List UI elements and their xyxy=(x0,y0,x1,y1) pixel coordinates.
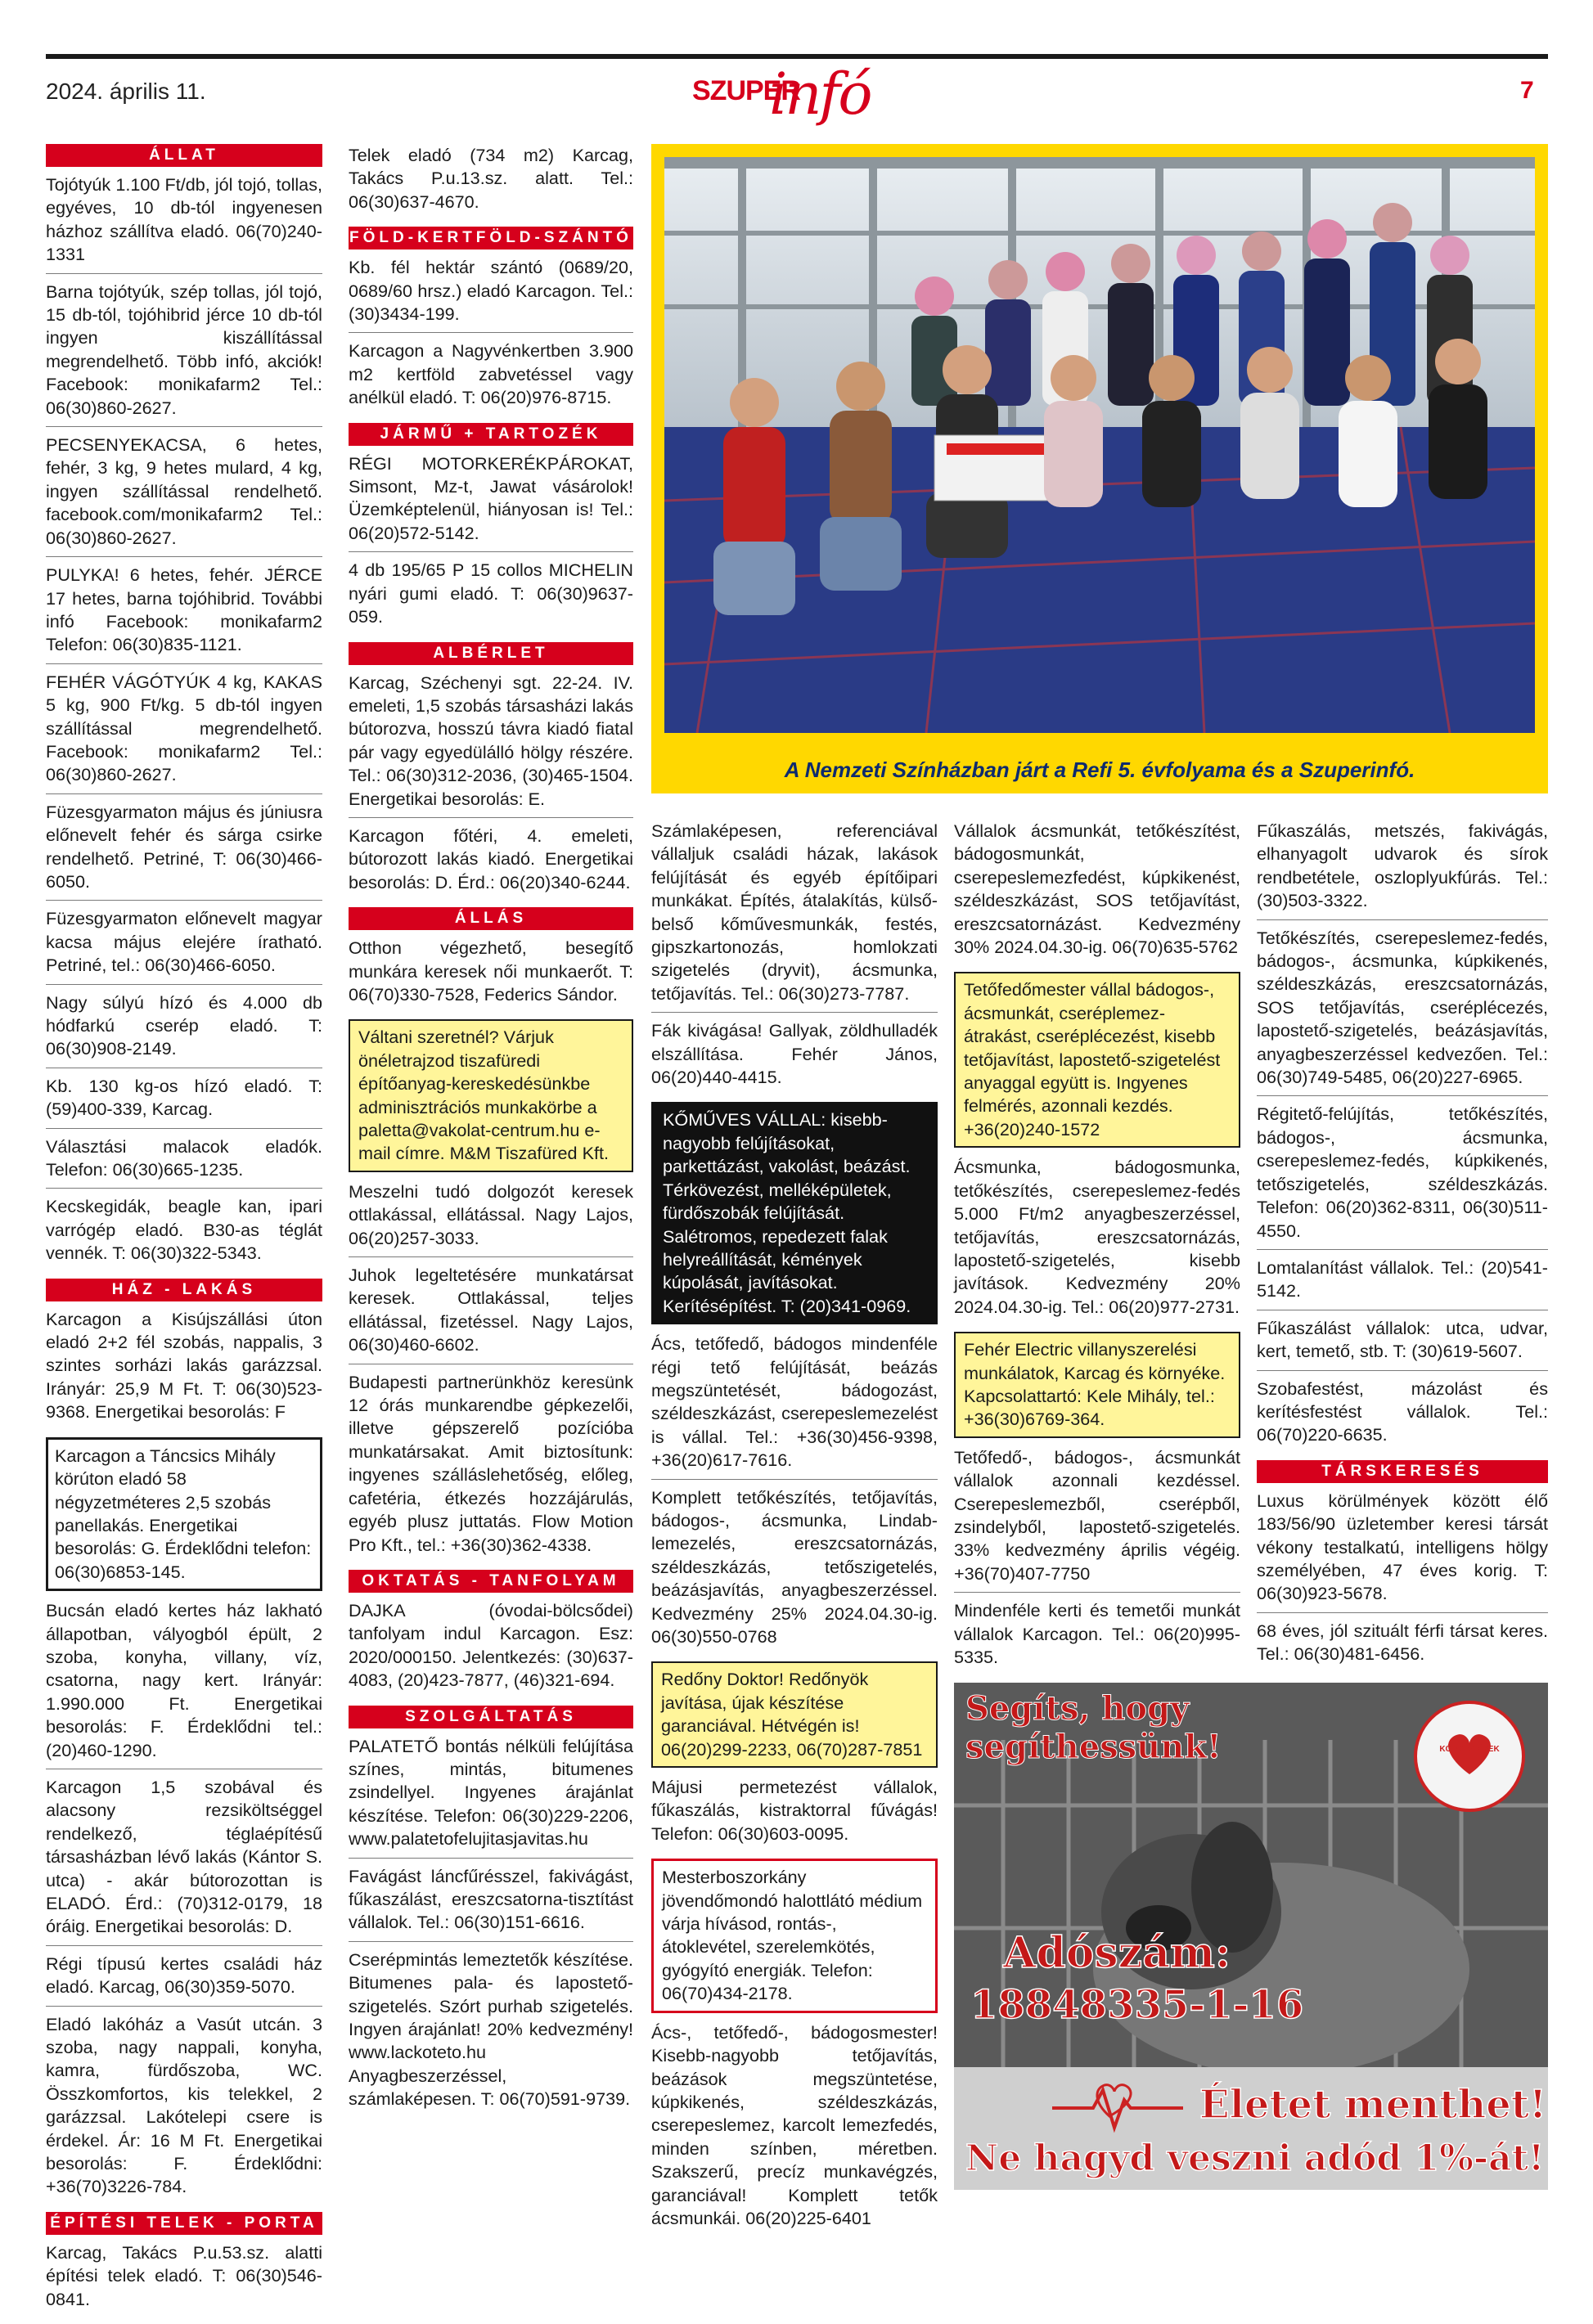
classified-ad: 4 db 195/65 P 15 collos MICHELIN nyári gumi eladó. T: 06(30)9637-059. xyxy=(349,560,633,627)
banner-top-text: Segíts, hogy segíthessünk! xyxy=(965,1689,1222,1766)
logo-info: infó xyxy=(769,61,871,128)
adoszam-value: 18848335-1-16 xyxy=(970,1982,1304,2028)
column-5 xyxy=(1257,820,1548,1679)
classified-ad: Cserépmintás lemeztetők készítése. Bitumenes pala- és lapostető-szigetelés. Szórt purhab szigetelés. Ingyen árajánlat! 20% kedvezmény! www.lackoteto.hu Anyagbeszerzéssel, számlaképesen. T: 06(70)591-9739. xyxy=(349,1949,633,2110)
section-head-tarskereses: TÁRSKERESÉS xyxy=(1257,1460,1548,1483)
column-1 xyxy=(46,144,322,2324)
classified-ad: Régitető-felújítás, tetőkészítés, bádogos-, ácsmunka, cserepeslemez-fedés, kúpkikenés, tetőszigetelés, széldeszkázás. Telefon: 06(20)362-8311, 06(30)511-4550. xyxy=(1257,1103,1548,1249)
classified-ad: Kb. 130 kg-os hízó eladó. T: (59)400-339, Karcag. xyxy=(46,1075,322,1129)
logo-super: SZUPER xyxy=(692,75,800,106)
classified-ad: Tetőkészítés, cserepeslemez-fedés, bádogos-, ácsmunka, kúpkikenés, széldeszkázás, ereszcsatornázás, SOS tetőjavítás, cseréplécezés, lapostető-szigetelés, beázásjavítás, anyagbeszerzéssel kedvezően. Tel.: 06(30)749-5485, 06(20)227-6965. xyxy=(1257,927,1548,1097)
classified-ad: Választási malacok eladók. Telefon: 06(30)665-1235. xyxy=(46,1135,322,1189)
classified-ad: PALATETŐ bontás nélküli felújítása színes, mintás, bitumenes zsindellyel. Ingyenes árajánlat készítése. Telefon: 06(30)229-2206, www.palatetofelujitasjavitas.hu xyxy=(349,1735,633,1859)
classified-ad: PECSENYEKACSA, 6 hetes, fehér, 3 kg, 9 hetes mulard, 4 kg, ingyen szállítással rendelhető. facebook.com/monikafarm2 Tel.: 06(30)860-2627. xyxy=(46,434,322,557)
classified-ad: Fűkaszálás, metszés, fakivágás, elhanyagolt udvarok és sírok rendbetétele, oszloplyukfúrás. Tel.: (30)503-3322. xyxy=(1257,820,1548,920)
inverted-ad: KŐMŰVES VÁLLAL: kisebb-nagyobb felújításokat, parkettázást, vakolást, beázást. Térkövezést, melléképületek, fürdőszobák felújítását. Salétromos, repedezett falak helyreállítását, kémények kúpolását, javításokat. Kerítésépítést. T: (20)341-0969. xyxy=(651,1102,938,1324)
highlighted-ad: Redőny Doktor! Redőnyök javítása, újak készítése garanciával. Hétvégén is! 06(20)299-2233, 06(70)287-7851 xyxy=(651,1661,938,1768)
classified-ad: Karcag, Széchenyi sgt. 22-24. IV. emeleti, 1,5 szobás társasházi lakás bútorozva, hosszú távra kiadó fiatal pár vagy egyedülálló hölgy részére. Tel.: 06(30)312-2036, (30)465-1504. Energetikai besorolás: E. xyxy=(349,672,633,818)
classified-ad: Lomtalanítást vállalok. Tel.: (20)541-5142. xyxy=(1257,1256,1548,1310)
charity-banner xyxy=(954,1683,1548,2190)
banner-bottom-text: Ne hagyd veszni adód 1%-át! xyxy=(965,2137,1545,2179)
column-3 xyxy=(651,820,938,2243)
page-number: 7 xyxy=(1520,77,1534,104)
section-head-oktatas: OKTATÁS - TANFOLYAM xyxy=(349,1570,633,1593)
classified-ad: Ácsmunka, bádogosmunka, tetőkészítés, cserepeslemez-fedés 5.000 Ft/m2 anyagbeszerzéssel, tetőjavítás, ereszcsatornázás, lapostető-szigetelés, kisebb javítások. Kedvezmény 20% 2024.04.30-ig. Tel.: 06(20)977-2731. xyxy=(954,1157,1240,1317)
classified-ad: Komplett tetőkészítés, tetőjavítás, bádogos-, ácsmunka, Lindab-lemezelés, ereszcsatornázás, széldeszkázás, tetőszigetelés, beázásjavítás, anyagbeszerzéssel. Kedvezmény 25% 2024.04.30-ig. 06(30)550-0768 xyxy=(651,1486,938,1647)
classified-ad: Tetőfedő-, bádogos-, ácsmunkát vállalok azonnali kezdéssel. Cserepeslemezből, cserépből, zsindelyből, lapostető-szigetelés. 33% kedvezmény április végéig. +36(70)407-7750 xyxy=(954,1446,1240,1593)
classified-ad: Telek eladó (734 m2) Karcag, Takács P.u.13.sz. alatt. Tel.: 06(30)637-4670. xyxy=(349,145,633,212)
classified-ad: Karcag, Takács P.u.53.sz. alatti építési telek eladó. T: 06(30)546-0841. xyxy=(46,2241,322,2309)
classified-ad: Szobafestést, mázolást és kerítésfestést vállalok. Tel.: 06(70)220-6635. xyxy=(1257,1378,1548,1445)
classified-ad: Kecskegidák, beagle kan, ipari varrógép eladó. B30-as téglát vennék. T: 06(30)322-5343. xyxy=(46,1196,322,1264)
classified-ad: Eladó lakóház a Vasút utcán. 3 szoba, nagy nappali, konyha, kamra, fürdőszoba, WC. Összkomfortos, kis telekkel, 2 garázzsal. Lakótelepi csere is érdekel. Ár: 16 M Ft. Energetikai besorolás: F. Érdeklődni: +36(70)3226-784. xyxy=(46,2013,322,2197)
classified-ad: Bucsán eladó kertes ház lakható állapotban, vályogból épült, 2 szoba, konyha, villany, víz, csatorna, nagy kert. Irányár: 1.990.000 Ft. Energetikai besorolás: F. Érdeklődni tel.: (20)460-1290. xyxy=(46,1599,322,1769)
classified-ad: Barna tojótyúk, szép tollas, jól tojó, 15 db-tól, tojóhibrid jérce 10 db-tól ingyen kiszállítással megrendelhető. Több infó, akciók! Facebook: monikafarm2 Tel.: 06(30)860-2627. xyxy=(46,281,322,427)
classified-ad: Régi típusú kertes családi ház eladó. Karcag, 06(30)359-5070. xyxy=(46,1953,322,2007)
classified-ad: Ács, tetőfedő, bádogos mindenféle régi tető felújítását, beázás megszüntetését, bádogozást, széldeszkázást, cserepeslemezelést is vállal. Tel.: +36(30)456-9398, +36(20)617-7616. xyxy=(651,1333,938,1479)
boxed-ad: Karcagon a Táncsics Mihály körúton eladó 58 négyzetméteres 2,5 szobás panellakás. Energetikai besorolás: G. Érdeklődni telefon: 06(30)6853-145. xyxy=(46,1437,322,1591)
classified-ad: Karcagon főtéri, 4. emeleti, bútorozott lakás kiadó. Energetikai besorolás: D. Érd.: 06(20)340-6244. xyxy=(349,825,633,892)
classified-ad: Fák kivágása! Gallyak, zöldhulladék elszállítása. Fehér János, 06(20)440-4415. xyxy=(651,1020,938,1088)
classified-ad: Karcagon a Nagyvénkertben 3.900 m2 kertföld zabvetéssel vagy anélkül eladó. T: 06(20)976-8715. xyxy=(349,340,633,408)
classified-ad: Számlaképesen, referenciával vállaljuk családi házak, lakások felújítását és egyéb építőipari munkákat. Építés, átalakítás, külső-belső kőművesmunkák, festés, gipszkartonozás, homlokzati szigetelés (dryvit), ácsmunka, tetőjavítás. Tel.: 06(30)273-7787. xyxy=(651,820,938,1013)
issue-date: 2024. április 11. xyxy=(46,79,206,104)
seal-text: KÓBORSZÍVEK xyxy=(1439,1745,1500,1754)
classified-ad: Luxus körülmények között élő 183/56/90 üzletember keresi társát vékony testalkatú, intelligens hölgy személyében, 47 éves korig. T: 06(30)923-5678. xyxy=(1257,1490,1548,1613)
section-head-fold: FÖLD-KERTFÖLD-SZÁNTÓ xyxy=(349,227,633,249)
classified-ad: Nagy súlyú hízó és 4.000 db hódfarkú cserép eladó. T: 06(30)908-2149. xyxy=(46,991,322,1068)
classified-ad: Májusi permetezést vállalok, fűkaszálás, kistraktorral fűvágás! Telefon: 06(30)603-0095. xyxy=(651,1777,938,1844)
classified-ad: RÉGI MOTORKERÉKPÁROKAT, Simsont, Mz-t, Jawat vásárolok! Üzemképtelenül, hiányosan is! Tel.: 06(20)572-5142. xyxy=(349,452,633,553)
highlighted-ad: Tetőfedőmester vállal bádogos-, ácsmunkát, cseréplemez-átrakást, cseréplécezést, kisebb tetőjavítást, lapostető-szigetelést anyaggal együtt is. Ingyenes felmérés, azonnali kezdés. +36(20)240-1572 xyxy=(954,972,1240,1148)
column-4 xyxy=(954,820,1240,1682)
header-rule xyxy=(46,54,1548,59)
section-head-allas: ÁLLÁS xyxy=(349,907,633,930)
classified-ad: 68 éves, jól szituált férfi társat keres. Tel.: 06(30)481-6456. xyxy=(1257,1620,1548,1665)
classified-ad: Füzesgyarmaton május és júniusra előnevelt fehér és sárga csirke rendelhető. Petriné, T: 06(30)466-6050. xyxy=(46,801,322,901)
group-photo xyxy=(664,157,1535,733)
classified-ad: Mindenféle kerti és temetői munkát vállalok Karcagon. Tel.: 06(20)995-5335. xyxy=(954,1600,1240,1667)
section-head-allat: ÁLLAT xyxy=(46,144,322,167)
classified-ad: Karcagon a Kisújszállási úton eladó 2+2 fél szobás, nappalis, 3 szintes sorházi lakás garázzsal. Irányár: 25,9 M Ft. T: 06(30)523-9368. Energetikai besorolás: F xyxy=(46,1308,322,1423)
classified-ad: FEHÉR VÁGÓTYÚK 4 kg, KAKAS 5 kg, 900 Ft/kg. 5 db-tól ingyen szállítással megrendelhető. Facebook: monikafarm2 Tel.: 06(30)860-2627. xyxy=(46,671,322,794)
life-text: Életet menthet! xyxy=(1199,2082,1547,2128)
classified-ad: Fűkaszálást vállalok: utca, udvar, kert, temető, stb. T: (30)619-5607. xyxy=(1257,1317,1548,1371)
group-photo-illustration xyxy=(664,157,1535,733)
classified-ad: Ács-, tetőfedő-, bádogosmester! Kisebb-nagyobb tetőjavítás, beázások megszüntetése, kúpkikenés, széldeszkázás, cserepeslemez, karcolt lemezfedés, minden színben, méretben. Szakszerű, precíz munkavégzés, garanciával! Komplett tetők ácsmunkái. 06(20)225-6401 xyxy=(651,2021,938,2228)
section-head-haz-lakas: HÁZ - LAKÁS xyxy=(46,1279,322,1301)
photo-caption: A Nemzeti Színházban járt a Refi 5. évfolyama és a Szuperinfó. xyxy=(651,746,1548,793)
classified-ad: Favágást láncfűrésszel, fakivágást, fűkaszálást, ereszcsatorna-tisztítást vállalok. Tel.: 06(30)151-6616. xyxy=(349,1865,633,1942)
section-head-alberlet: ALBÉRLET xyxy=(349,642,633,665)
classified-ad: Meszelni tudó dolgozót keresek ottlakással, ellátással. Nagy Lajos, 06(20)257-3033. xyxy=(349,1180,633,1257)
highlighted-ad: Fehér Electric villanyszerelési munkálatok, Karcag és környéke. Kapcsolattartó: Kele Mihály, tel.: +36(30)6769-364. xyxy=(954,1332,1240,1438)
red-boxed-ad: Mesterboszorkány jövendőmondó halottlátó médium várja hívásod, rontás-, átoklevétel, szerelemkötés, gyógyító energiák. Telefon: 06(70)434-2178. xyxy=(651,1859,938,2012)
szuperinfo-logo xyxy=(692,61,905,128)
classified-ad: Kb. fél hektár szántó (0689/20, 0689/60 hrsz.) eladó Karcagon. Tel.: (30)3434-199. xyxy=(349,256,633,333)
classified-ad: Füzesgyarmaton előnevelt magyar kacsa május elejére íratható. Petriné, tel.: 06(30)466-6050. xyxy=(46,907,322,984)
section-head-jarmu: JÁRMŰ + TARTOZÉK xyxy=(349,423,633,446)
section-head-szolgaltatas: SZOLGÁLTATÁS xyxy=(349,1706,633,1728)
classified-ad: Karcagon 1,5 szobával és alacsony rezsiköltséggel rendelkező, téglaépítésű társasházban lévő lakás (Kántor S. utca) - akár bútorozottan is ELADÓ. Érd.: (70)312-0179, 18 óráig. Energetikai besorolás: D. xyxy=(46,1776,322,1946)
column-2 xyxy=(349,144,633,2124)
classified-ad: Otthon végezhető, besegítő munkára keresek női munkaerőt. T: 06(70)330-7528, Federics Sándor. xyxy=(349,937,633,1005)
classified-ad: Juhok legeltetésére munkatársat keresek. Ottlakással, teljes ellátással, fizetéssel. Nagy Lajos, 06(30)460-6602. xyxy=(349,1264,633,1364)
highlighted-ad: Váltani szeretnél? Várjuk önéletrajzod tiszafüredi építőanyag-kereskedésünkbe adminisztrációs munkakörbe a paletta@vakolat-centrum.hu e-mail címre. M&M Tiszafüred Kft. xyxy=(349,1019,633,1171)
classified-ad: Vállalok ácsmunkát, tetőkészítést, bádogosmunkát, cserepeslemezfedést, kúpkikenést, széldeszkázást, SOS tetőjavítást, ereszcsatornázást. Kedvezmény 30% 2024.04.30-ig. 06(70)635-5762 xyxy=(954,820,1240,958)
adoszam-label: Adószám: xyxy=(1003,1928,1231,1978)
classified-ad: Budapesti partnerünkhöz keresünk 12 órás munkarendbe gépkezelői, illetve gépszerelő pozícióba munkatársakat. Amit biztosítunk: ingyenes szálláslehetőség, előleg, cafetéria, étkezés hozzájárulás, egyéb plusz juttatás. Flow Motion Pro Kft., tel.: +36(30)362-4338. xyxy=(349,1371,633,1555)
section-head-epitesi-telek: ÉPÍTÉSI TELEK - PORTA xyxy=(46,2212,322,2235)
classified-ad: PULYKA! 6 hetes, fehér. JÉRCE 17 hetes, barna tojóhibrid. További infó Facebook: monikafarm2 Telefon: 06(30)835-1121. xyxy=(46,564,322,664)
classified-ad: DAJKA (óvodai-bölcsődei) tanfolyam indul Karcagon. Esz: 2020/000150. Jelentkezés: (30)637-4083, (20)423-7877, (46)321-694. xyxy=(349,1599,633,1691)
classified-ad: Tojótyúk 1.100 Ft/db, jól tojó, tollas, egyéves, 10 db-tól ingyenesen házhoz szállítva eladó. 06(70)240-1331 xyxy=(46,173,322,274)
